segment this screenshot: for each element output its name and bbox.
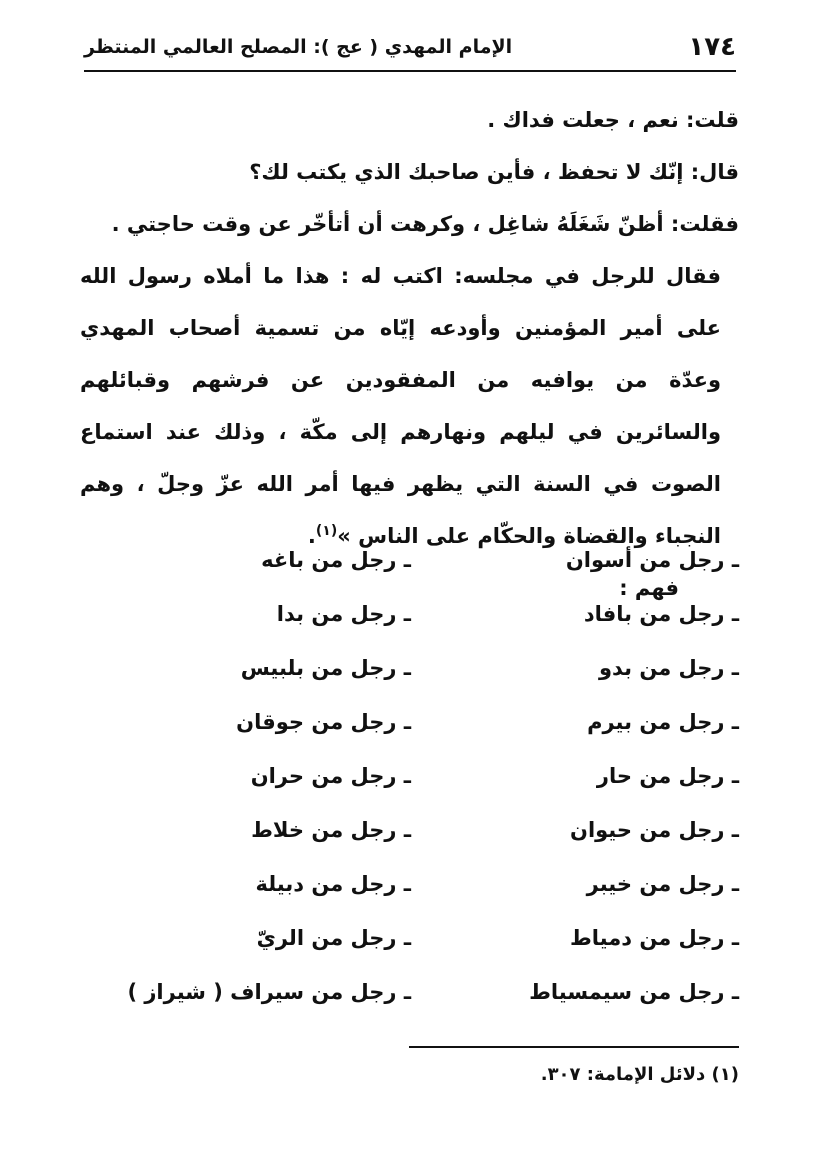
list-item: ـ رجل من الريّ [256, 926, 411, 950]
list-row [80, 818, 739, 872]
text-line-1: قلت: نعم ، جعلت فداك . [487, 108, 739, 132]
list-item: ـ رجل من سيمسياط [529, 980, 739, 1004]
list-item: ـ رجل من بافاد [583, 602, 739, 626]
text-line-2: قال: إنّك لا تحفظ ، فأين صاحبك الذي يكتب لك؟ [249, 160, 739, 184]
list-item: ـ رجل من خيبر [586, 872, 739, 896]
page-number: ١٧٤ [688, 32, 736, 62]
list-row [80, 602, 739, 656]
list-row [80, 710, 739, 764]
list-row [80, 656, 739, 710]
list-item: ـ رجل من بلبيس [240, 656, 411, 680]
list-item: ـ رجل من سيراف ( شيراز ) [127, 980, 411, 1004]
text-line-3: فقلت: أظنّ شَغَلَهُ شاغِل ، وكرهت أن أتأخّر عن وقت حاجتي . [111, 212, 739, 236]
footnote: (١) دلائل الإمامة: ٣٠٧. [540, 1064, 739, 1085]
footnote-divider [409, 1046, 739, 1048]
list-row [80, 980, 739, 1034]
list-item: ـ رجل من حار [596, 764, 739, 788]
list-item: ـ رجل من باغه [261, 548, 411, 572]
list-item: ـ رجل من أسوان [565, 548, 739, 572]
running-title: الإمام المهدي ( عج ): المصلح العالمي المنتظر [84, 36, 513, 58]
list-item: ـ رجل من دبيلة [255, 872, 411, 896]
list-intro: فهم : [619, 576, 679, 600]
main-paragraph [80, 250, 739, 562]
list-row [80, 872, 739, 926]
list-item: ـ رجل من جوقان [236, 710, 411, 734]
names-list [80, 548, 739, 1034]
list-item: ـ رجل من بيرم [587, 710, 739, 734]
running-header [84, 30, 736, 72]
list-item: ـ رجل من حيوان [570, 818, 739, 842]
list-item: ـ رجل من دمياط [569, 926, 739, 950]
list-item: ـ رجل من بدا [276, 602, 411, 626]
list-item: ـ رجل من خلاط [251, 818, 411, 842]
list-row [80, 548, 739, 602]
paragraph-end: . [307, 524, 316, 548]
body-text [80, 94, 739, 614]
list-row [80, 764, 739, 818]
main-paragraph-text: فقال للرجل في مجلسه: اكتب له : هذا ما أملاه رسول الله على أمير المؤمنين وأودعه إيّاه من تسمية أصحاب المهدي وعدّة من يوافيه من المفقودين عن فرشهم وقبائلهم والسائرين في ليلهم ونهارهم إلى مكّة ، وذلك عند استماع الصوت في السنة التي يظهر فيها أمر الله عزّ وجلّ ، وهم النجباء والقضاة والحكّام على الناس » [80, 264, 721, 548]
list-item: ـ رجل من حران [250, 764, 411, 788]
list-item: ـ رجل من بدو [598, 656, 739, 680]
list-row [80, 926, 739, 980]
footnote-reference: (١) [315, 523, 338, 539]
